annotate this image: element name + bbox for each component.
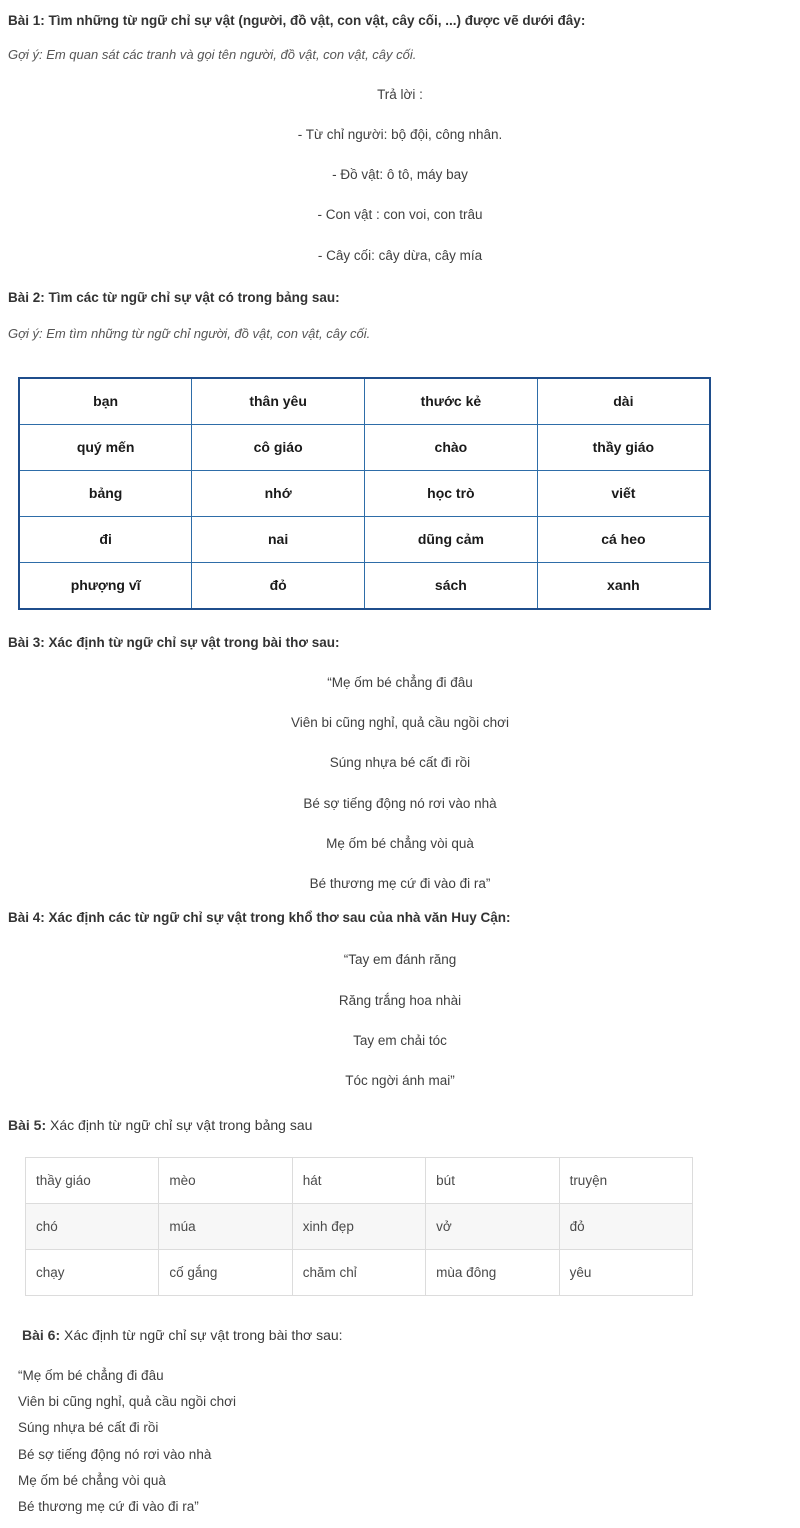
exercise-6-poem-line: Mẹ ốm bé chẳng vòi quà xyxy=(18,1472,166,1488)
exercise-4-poem-line: Tay em chải tóc xyxy=(353,1032,447,1048)
table-cell[interactable]: chạy xyxy=(26,1250,159,1296)
exercise-2-table-wrapper xyxy=(0,377,800,610)
table-cell[interactable]: thân yêu xyxy=(192,378,365,425)
table-row xyxy=(19,470,710,516)
exercise-3-poem-line: Viên bi cũng nghỉ, quả cầu ngồi chơi xyxy=(290,715,509,731)
exercise-4-poem-line: Răng trắng hoa nhài xyxy=(338,992,462,1008)
table-cell[interactable]: chăm chỉ xyxy=(292,1250,425,1296)
exercise-6-poem-line: “Mẹ ốm bé chẳng đi đâu xyxy=(18,1368,164,1384)
exercise-6-poem-line: Viên bi cũng nghỉ, quả cầu ngồi chơi xyxy=(18,1394,237,1410)
table-cell[interactable]: vở xyxy=(426,1204,559,1250)
exercise-6-label: Bài 6: xyxy=(22,1327,61,1344)
exercise-2-hint: Gợi ý: Em tìm những từ ngữ chỉ người, đồ vật, con vật, cây cối. xyxy=(8,326,371,342)
table-cell[interactable]: truyện xyxy=(559,1158,692,1204)
table-cell[interactable]: thước kẻ xyxy=(365,378,538,425)
table-cell[interactable]: nhớ xyxy=(192,470,365,516)
table-cell[interactable]: bảng xyxy=(19,470,192,516)
table-cell[interactable]: quý mến xyxy=(19,424,192,470)
table-cell[interactable]: cố gắng xyxy=(159,1250,292,1296)
exercise-4-poem-line: “Tay em đánh răng xyxy=(343,952,457,968)
table-row xyxy=(26,1158,693,1204)
exercise-5-heading-text: Xác định từ ngữ chỉ sự vật trong bảng sau xyxy=(46,1117,313,1134)
table-cell[interactable]: bạn xyxy=(19,378,192,425)
exercise-6-poem-line: Bé sợ tiếng động nó rơi vào nhà xyxy=(18,1446,212,1462)
exercise-5-heading xyxy=(0,1116,800,1135)
table-cell[interactable]: dài xyxy=(537,378,710,425)
exercise-3-heading: Bài 3: Xác định từ ngữ chỉ sự vật trong bài thơ sau: xyxy=(8,634,340,650)
exercise-4-poem-line: Tóc ngời ánh mai” xyxy=(345,1073,455,1089)
table-cell[interactable]: chó xyxy=(26,1204,159,1250)
table-row xyxy=(26,1250,693,1296)
table-row xyxy=(19,378,710,425)
table-cell[interactable]: sách xyxy=(365,562,538,609)
exercise-1-answer-line: - Đồ vật: ô tô, máy bay xyxy=(332,167,468,183)
exercise-4-heading: Bài 4: Xác định các từ ngữ chỉ sự vật trong khổ thơ sau của nhà văn Huy Cận: xyxy=(8,910,511,926)
exercise-1-answer-line: - Từ chỉ người: bộ đội, công nhân. xyxy=(297,126,503,142)
table-cell[interactable]: đi xyxy=(19,516,192,562)
exercise-6-poem-line: Súng nhựa bé cất đi rồi xyxy=(18,1420,159,1436)
table-row xyxy=(26,1204,693,1250)
table-row xyxy=(19,562,710,609)
exercise-6-poem-line: Bé thương mẹ cứ đi vào đi ra” xyxy=(18,1499,199,1515)
exercise-1-heading: Bài 1: Tìm những từ ngữ chỉ sự vật (người, đồ vật, con vật, cây cối, ...) được vẽ dưới đây: xyxy=(8,13,586,28)
exercise-6-heading-text: Xác định từ ngữ chỉ sự vật trong bài thơ sau: xyxy=(60,1327,343,1344)
exercise-3-poem-line: Bé sợ tiếng động nó rơi vào nhà xyxy=(303,795,497,811)
table-cell[interactable]: dũng cảm xyxy=(365,516,538,562)
exercise-3-poem-line: Mẹ ốm bé chẳng vòi quà xyxy=(326,835,474,851)
word-table-bai-5 xyxy=(25,1157,693,1296)
exercise-1-answer-label: Trả lời : xyxy=(377,86,423,102)
exercise-3-poem-line: Bé thương mẹ cứ đi vào đi ra” xyxy=(309,875,491,891)
table-cell[interactable]: nai xyxy=(192,516,365,562)
table-cell[interactable]: xinh đẹp xyxy=(292,1204,425,1250)
exercise-1-answer-line: - Cây cối: cây dừa, cây mía xyxy=(317,247,483,263)
table-cell[interactable]: viết xyxy=(537,470,710,516)
exercise-1-answer-line: - Con vật : con voi, con trâu xyxy=(317,207,483,223)
table-cell[interactable]: học trò xyxy=(365,470,538,516)
exercise-5-table-wrapper xyxy=(0,1157,800,1296)
exercise-3-poem-line: Súng nhựa bé cất đi rồi xyxy=(329,755,471,771)
exercise-6-heading xyxy=(0,1326,800,1345)
table-row xyxy=(19,424,710,470)
table-cell[interactable]: thầy giáo xyxy=(26,1158,159,1204)
table-cell[interactable]: đỏ xyxy=(192,562,365,609)
exercise-1-hint: Gợi ý: Em quan sát các tranh và gọi tên người, đồ vật, con vật, cây cối. xyxy=(8,47,417,63)
table-cell[interactable]: thầy giáo xyxy=(537,424,710,470)
exercise-5-label: Bài 5: xyxy=(8,1117,47,1134)
word-table-bai-2 xyxy=(18,377,711,610)
table-cell[interactable]: đỏ xyxy=(559,1204,692,1250)
table-cell[interactable]: chào xyxy=(365,424,538,470)
exercise-3-poem-line: “Mẹ ốm bé chẳng đi đâu xyxy=(327,674,473,690)
table-cell[interactable]: xanh xyxy=(537,562,710,609)
table-cell[interactable]: bút xyxy=(426,1158,559,1204)
exercise-2-heading: Bài 2: Tìm các từ ngữ chỉ sự vật có trong bảng sau: xyxy=(8,289,340,305)
table-cell[interactable]: mèo xyxy=(159,1158,292,1204)
table-cell[interactable]: múa xyxy=(159,1204,292,1250)
table-cell[interactable]: yêu xyxy=(559,1250,692,1296)
table-cell[interactable]: cô giáo xyxy=(192,424,365,470)
table-cell[interactable]: hát xyxy=(292,1158,425,1204)
table-cell[interactable]: mùa đông xyxy=(426,1250,559,1296)
table-cell[interactable]: phượng vĩ xyxy=(19,562,192,609)
table-row xyxy=(19,516,710,562)
table-cell[interactable]: cá heo xyxy=(537,516,710,562)
